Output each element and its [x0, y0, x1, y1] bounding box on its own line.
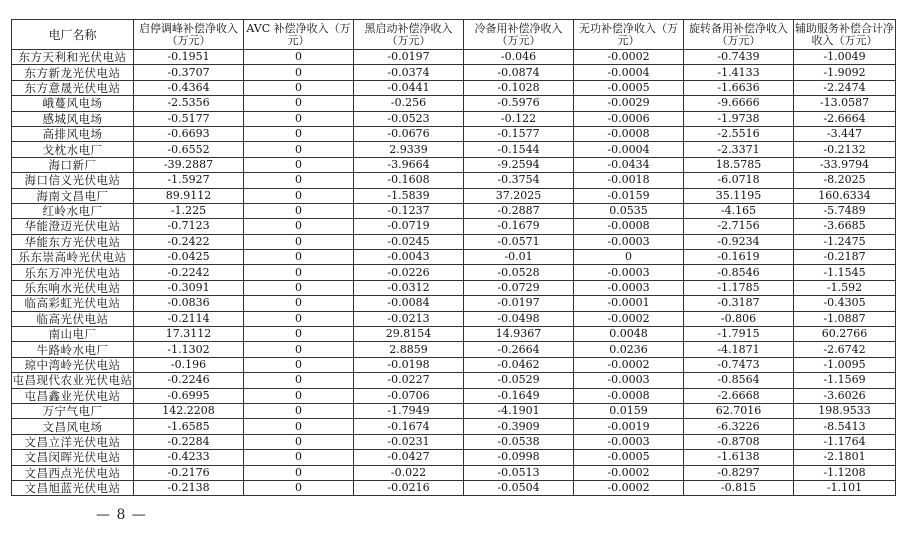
value-cell-col-total: -1.0887 [794, 311, 896, 326]
plant-name-cell: 南山电厂 [12, 327, 134, 342]
value-cell-col-reactive: -0.0002 [574, 357, 684, 372]
value-cell-col-avc: 0 [244, 203, 354, 218]
value-cell-col-avc: 0 [244, 65, 354, 80]
table-row [12, 357, 896, 372]
value-cell-col-total: -0.4305 [794, 296, 896, 311]
value-cell-col-black-start: -0.0198 [354, 357, 464, 372]
value-cell-col-cold-standby: -0.0513 [464, 465, 574, 480]
value-cell-col-startstop-peak: -0.7123 [134, 219, 244, 234]
value-cell-col-reactive: 0.0535 [574, 203, 684, 218]
value-cell-col-cold-standby: -0.5976 [464, 96, 574, 111]
value-cell-col-startstop-peak: -0.3707 [134, 65, 244, 80]
value-cell-col-avc: 0 [244, 250, 354, 265]
value-cell-col-spinning-reserve: -0.7439 [684, 50, 794, 65]
value-cell-col-black-start: -1.5839 [354, 188, 464, 203]
value-cell-col-cold-standby: -0.046 [464, 50, 574, 65]
value-cell-col-black-start: -0.0245 [354, 234, 464, 249]
value-cell-col-startstop-peak: -0.6995 [134, 388, 244, 403]
value-cell-col-reactive: -0.0002 [574, 480, 684, 495]
value-cell-col-spinning-reserve: -0.3187 [684, 296, 794, 311]
value-cell-col-startstop-peak: -0.2246 [134, 373, 244, 388]
value-cell-col-reactive: 0 [574, 250, 684, 265]
plant-name-cell: 红岭水电厂 [12, 203, 134, 218]
value-cell-col-spinning-reserve: -1.1785 [684, 280, 794, 295]
value-cell-col-cold-standby: -0.1544 [464, 142, 574, 157]
value-cell-col-spinning-reserve: -2.6668 [684, 388, 794, 403]
table-row [12, 96, 896, 111]
value-cell-col-reactive: -0.0002 [574, 50, 684, 65]
value-cell-col-cold-standby: -0.1679 [464, 219, 574, 234]
table-row [12, 419, 896, 434]
value-cell-col-startstop-peak: -0.6552 [134, 142, 244, 157]
value-cell-col-black-start: -0.0213 [354, 311, 464, 326]
plant-name-cell: 临高彩虹光伏电站 [12, 296, 134, 311]
value-cell-col-reactive: -0.0005 [574, 450, 684, 465]
value-cell-col-total: 160.6334 [794, 188, 896, 203]
value-cell-col-startstop-peak: -0.1951 [134, 50, 244, 65]
value-cell-col-black-start: -0.0231 [354, 434, 464, 449]
table-row [12, 403, 896, 418]
value-cell-col-startstop-peak: -2.5356 [134, 96, 244, 111]
value-cell-col-total: -3.447 [794, 126, 896, 141]
header-row [12, 20, 896, 50]
header-col-reactive: 无功补偿净收入（万元） [574, 20, 684, 50]
value-cell-col-startstop-peak: 142.2208 [134, 403, 244, 418]
table-row [12, 480, 896, 495]
plant-name-cell: 琼中湾岭光伏电站 [12, 357, 134, 372]
plant-name-cell: 文昌风电场 [12, 419, 134, 434]
value-cell-col-total: -1.0095 [794, 357, 896, 372]
value-cell-col-avc: 0 [244, 480, 354, 495]
value-cell-col-cold-standby: -0.0498 [464, 311, 574, 326]
value-cell-col-avc: 0 [244, 327, 354, 342]
value-cell-col-spinning-reserve: -0.1619 [684, 250, 794, 265]
value-cell-col-spinning-reserve: 18.5785 [684, 157, 794, 172]
table-row [12, 327, 896, 342]
value-cell-col-spinning-reserve: -0.8297 [684, 465, 794, 480]
value-cell-col-black-start: -0.0043 [354, 250, 464, 265]
value-cell-col-total: -1.0049 [794, 50, 896, 65]
value-cell-col-total: -8.2025 [794, 173, 896, 188]
value-cell-col-black-start: -0.1237 [354, 203, 464, 218]
value-cell-col-spinning-reserve: -9.6666 [684, 96, 794, 111]
value-cell-col-total: -1.1764 [794, 434, 896, 449]
value-cell-col-black-start: 2.9339 [354, 142, 464, 157]
table-row [12, 111, 896, 126]
plant-name-cell: 乐东崇高岭光伏电站 [12, 250, 134, 265]
value-cell-col-cold-standby: -0.1649 [464, 388, 574, 403]
value-cell-col-reactive: -0.0003 [574, 373, 684, 388]
header-col-cold-standby: 冷备用补偿净收入（万元） [464, 20, 574, 50]
value-cell-col-startstop-peak: -0.2242 [134, 265, 244, 280]
table-row [12, 296, 896, 311]
value-cell-col-black-start: -0.0197 [354, 50, 464, 65]
value-cell-col-spinning-reserve: -0.815 [684, 480, 794, 495]
plant-name-cell: 屯昌鑫业光伏电站 [12, 388, 134, 403]
value-cell-col-avc: 0 [244, 434, 354, 449]
value-cell-col-total: -2.1801 [794, 450, 896, 465]
value-cell-col-total: 198.9533 [794, 403, 896, 418]
plant-name-cell: 屯昌现代农业光伏电站 [12, 373, 133, 388]
value-cell-col-avc: 0 [244, 96, 354, 111]
plant-name-cell: 东方新龙光伏电站 [12, 65, 134, 80]
value-cell-col-total: -1.1569 [794, 373, 896, 388]
value-cell-col-startstop-peak: -0.0836 [134, 296, 244, 311]
value-cell-col-avc: 0 [244, 373, 354, 388]
table-row [12, 65, 896, 80]
value-cell-col-black-start: -0.0216 [354, 480, 464, 495]
table-row [12, 250, 896, 265]
table-row [12, 188, 896, 203]
table-row [12, 142, 896, 157]
table-row [12, 450, 896, 465]
value-cell-col-avc: 0 [244, 296, 354, 311]
plant-name-cell: 海南文昌电厂 [12, 188, 134, 203]
header-col-spinning-reserve: 旋转备用补偿净收入（万元） [684, 20, 794, 50]
value-cell-col-black-start: -0.0374 [354, 65, 464, 80]
value-cell-col-total: -1.101 [794, 480, 896, 495]
value-cell-col-cold-standby: -0.0504 [464, 480, 574, 495]
value-cell-col-cold-standby: -0.0197 [464, 296, 574, 311]
value-cell-col-reactive: -0.0003 [574, 265, 684, 280]
value-cell-col-cold-standby: -0.0998 [464, 450, 574, 465]
value-cell-col-total: -33.9794 [794, 157, 896, 172]
value-cell-col-black-start: -3.9664 [354, 157, 464, 172]
table-row [12, 342, 896, 357]
value-cell-col-cold-standby: -0.0538 [464, 434, 574, 449]
table-header [12, 20, 896, 50]
value-cell-col-avc: 0 [244, 80, 354, 95]
value-cell-col-startstop-peak: -1.6585 [134, 419, 244, 434]
value-cell-col-startstop-peak: -1.5927 [134, 173, 244, 188]
plant-name-cell: 峨蔓风电场 [12, 96, 134, 111]
value-cell-col-black-start: -0.256 [354, 96, 464, 111]
table-row [12, 157, 896, 172]
value-cell-col-black-start: -0.1674 [354, 419, 464, 434]
value-cell-col-startstop-peak: 17.3112 [134, 327, 244, 342]
value-cell-col-reactive: -0.0159 [574, 188, 684, 203]
header-col-startstop-peak: 启停调峰补偿净收入（万元） [134, 20, 244, 50]
value-cell-col-cold-standby: -9.2594 [464, 157, 574, 172]
value-cell-col-avc: 0 [244, 157, 354, 172]
value-cell-col-black-start: -0.0084 [354, 296, 464, 311]
value-cell-col-total: -1.592 [794, 280, 896, 295]
plant-name-cell: 乐东响水光伏电站 [12, 280, 134, 295]
value-cell-col-total: -5.7489 [794, 203, 896, 218]
value-cell-col-cold-standby: -0.0571 [464, 234, 574, 249]
value-cell-col-startstop-peak: -39.2887 [134, 157, 244, 172]
value-cell-col-spinning-reserve: -2.5516 [684, 126, 794, 141]
plant-name-cell: 海口新厂 [12, 157, 134, 172]
value-cell-col-total: -2.2474 [794, 80, 896, 95]
table-row [12, 280, 896, 295]
value-cell-col-spinning-reserve: -0.7473 [684, 357, 794, 372]
table-row [12, 173, 896, 188]
value-cell-col-total: -3.6685 [794, 219, 896, 234]
value-cell-col-reactive: -0.0004 [574, 65, 684, 80]
value-cell-col-spinning-reserve: -1.4133 [684, 65, 794, 80]
value-cell-col-total: -0.2187 [794, 250, 896, 265]
table-row [12, 50, 896, 65]
value-cell-col-spinning-reserve: -6.3226 [684, 419, 794, 434]
value-cell-col-total: 60.2766 [794, 327, 896, 342]
value-cell-col-startstop-peak: -0.2422 [134, 234, 244, 249]
value-cell-col-total: -0.2132 [794, 142, 896, 157]
value-cell-col-reactive: -0.0004 [574, 142, 684, 157]
value-cell-col-black-start: -1.7949 [354, 403, 464, 418]
value-cell-col-spinning-reserve: -4.165 [684, 203, 794, 218]
plant-name-cell: 万宁气电厂 [12, 403, 134, 418]
table-row [12, 388, 896, 403]
value-cell-col-black-start: -0.0706 [354, 388, 464, 403]
table-row [12, 373, 896, 388]
value-cell-col-black-start: -0.1608 [354, 173, 464, 188]
table-row [12, 265, 896, 280]
value-cell-col-spinning-reserve: -0.8546 [684, 265, 794, 280]
value-cell-col-cold-standby: -0.122 [464, 111, 574, 126]
value-cell-col-spinning-reserve: -2.7156 [684, 219, 794, 234]
value-cell-col-startstop-peak: -0.3091 [134, 280, 244, 295]
value-cell-col-reactive: -0.0008 [574, 126, 684, 141]
value-cell-col-reactive: -0.0003 [574, 234, 684, 249]
value-cell-col-black-start: 2.8859 [354, 342, 464, 357]
header-col-black-start: 黑启动补偿净收入（万元） [354, 20, 464, 50]
value-cell-col-cold-standby: -0.3754 [464, 173, 574, 188]
table-body [12, 50, 896, 496]
value-cell-col-startstop-peak: -1.225 [134, 203, 244, 218]
value-cell-col-startstop-peak: -0.5177 [134, 111, 244, 126]
value-cell-col-cold-standby: -0.0529 [464, 373, 574, 388]
value-cell-col-reactive: -0.0019 [574, 419, 684, 434]
value-cell-col-cold-standby: -0.1577 [464, 126, 574, 141]
plant-name-cell: 文昌立洋光伏电站 [12, 434, 134, 449]
value-cell-col-total: -13.0587 [794, 96, 896, 111]
value-cell-col-startstop-peak: -1.1302 [134, 342, 244, 357]
value-cell-col-cold-standby: 37.2025 [464, 188, 574, 203]
value-cell-col-spinning-reserve: -1.6636 [684, 80, 794, 95]
plant-name-cell: 文昌西点光伏电站 [12, 465, 134, 480]
value-cell-col-avc: 0 [244, 188, 354, 203]
value-cell-col-spinning-reserve: -4.1871 [684, 342, 794, 357]
value-cell-col-avc: 0 [244, 403, 354, 418]
plant-name-cell: 高排风电场 [12, 126, 134, 141]
plant-name-cell: 华能东方光伏电站 [12, 234, 134, 249]
value-cell-col-total: -1.2475 [794, 234, 896, 249]
value-cell-col-startstop-peak: -0.2176 [134, 465, 244, 480]
value-cell-col-reactive: -0.0008 [574, 219, 684, 234]
table-row [12, 80, 896, 95]
value-cell-col-avc: 0 [244, 50, 354, 65]
value-cell-col-reactive: -0.0018 [574, 173, 684, 188]
plant-name-cell: 海口信义光伏电站 [12, 173, 134, 188]
table-row [12, 203, 896, 218]
value-cell-col-black-start: -0.0441 [354, 80, 464, 95]
value-cell-col-avc: 0 [244, 311, 354, 326]
table-row [12, 465, 896, 480]
value-cell-col-reactive: -0.0005 [574, 80, 684, 95]
value-cell-col-spinning-reserve: -0.8564 [684, 373, 794, 388]
plant-name-cell: 临高光伏电站 [12, 311, 134, 326]
plant-name-cell: 戈枕水电厂 [12, 142, 134, 157]
value-cell-col-spinning-reserve: -1.7915 [684, 327, 794, 342]
value-cell-col-total: -1.1545 [794, 265, 896, 280]
header-col-plant-name: 电厂名称 [12, 20, 134, 50]
value-cell-col-black-start: -0.0226 [354, 265, 464, 280]
value-cell-col-startstop-peak: -0.2138 [134, 480, 244, 495]
plant-name-cell: 感城风电场 [12, 111, 134, 126]
table-row [12, 126, 896, 141]
value-cell-col-total: -3.6026 [794, 388, 896, 403]
value-cell-col-reactive: -0.0002 [574, 311, 684, 326]
value-cell-col-avc: 0 [244, 450, 354, 465]
value-cell-col-total: -2.6664 [794, 111, 896, 126]
value-cell-col-cold-standby: -4.1901 [464, 403, 574, 418]
value-cell-col-reactive: -0.0002 [574, 465, 684, 480]
value-cell-col-cold-standby: -0.0462 [464, 357, 574, 372]
value-cell-col-avc: 0 [244, 465, 354, 480]
value-cell-col-avc: 0 [244, 342, 354, 357]
value-cell-col-avc: 0 [244, 234, 354, 249]
value-cell-col-black-start: 29.8154 [354, 327, 464, 342]
value-cell-col-startstop-peak: -0.2284 [134, 434, 244, 449]
value-cell-col-spinning-reserve: -0.9234 [684, 234, 794, 249]
value-cell-col-reactive: 0.0048 [574, 327, 684, 342]
value-cell-col-cold-standby: -0.0528 [464, 265, 574, 280]
value-cell-col-startstop-peak: -0.6693 [134, 126, 244, 141]
value-cell-col-cold-standby: 14.9367 [464, 327, 574, 342]
value-cell-col-black-start: -0.0227 [354, 373, 464, 388]
plant-name-cell: 牛路岭水电厂 [12, 342, 134, 357]
value-cell-col-startstop-peak: -0.196 [134, 357, 244, 372]
value-cell-col-reactive: -0.0006 [574, 111, 684, 126]
compensation-table-container [11, 19, 896, 496]
value-cell-col-cold-standby: -0.2664 [464, 342, 574, 357]
header-col-total: 辅助服务补偿合计净收入（万元） [794, 20, 896, 50]
value-cell-col-avc: 0 [244, 142, 354, 157]
value-cell-col-cold-standby: -0.01 [464, 250, 574, 265]
value-cell-col-reactive: -0.0003 [574, 280, 684, 295]
table-row [12, 311, 896, 326]
value-cell-col-avc: 0 [244, 357, 354, 372]
plant-name-cell: 乐东万冲光伏电站 [12, 265, 134, 280]
plant-name-cell: 文昌旭蓝光伏电站 [12, 480, 134, 495]
value-cell-col-cold-standby: -0.2887 [464, 203, 574, 218]
value-cell-col-avc: 0 [244, 419, 354, 434]
value-cell-col-spinning-reserve: 62.7016 [684, 403, 794, 418]
plant-name-cell: 东方天利和光伏电站 [12, 50, 134, 65]
value-cell-col-avc: 0 [244, 126, 354, 141]
value-cell-col-total: -1.1208 [794, 465, 896, 480]
value-cell-col-spinning-reserve: -2.3371 [684, 142, 794, 157]
value-cell-col-startstop-peak: -0.4233 [134, 450, 244, 465]
value-cell-col-reactive: -0.0029 [574, 96, 684, 111]
value-cell-col-reactive: -0.0001 [574, 296, 684, 311]
header-col-avc: AVC 补偿净收入（万元） [244, 20, 354, 50]
value-cell-col-black-start: -0.022 [354, 465, 464, 480]
table-row [12, 219, 896, 234]
value-cell-col-reactive: 0.0159 [574, 403, 684, 418]
value-cell-col-avc: 0 [244, 388, 354, 403]
table-row [12, 434, 896, 449]
value-cell-col-total: -2.6742 [794, 342, 896, 357]
value-cell-col-black-start: -0.0676 [354, 126, 464, 141]
value-cell-col-avc: 0 [244, 111, 354, 126]
value-cell-col-reactive: 0.0236 [574, 342, 684, 357]
value-cell-col-total: -8.5413 [794, 419, 896, 434]
value-cell-col-spinning-reserve: 35.1195 [684, 188, 794, 203]
value-cell-col-cold-standby: -0.0729 [464, 280, 574, 295]
value-cell-col-cold-standby: -0.0874 [464, 65, 574, 80]
value-cell-col-black-start: -0.0523 [354, 111, 464, 126]
value-cell-col-total: -1.9092 [794, 65, 896, 80]
table-row [12, 234, 896, 249]
value-cell-col-startstop-peak: -0.0425 [134, 250, 244, 265]
plant-name-cell: 文昌闵晖光伏电站 [12, 450, 134, 465]
value-cell-col-startstop-peak: 89.9112 [134, 188, 244, 203]
plant-name-cell: 东方意晟光伏电站 [12, 80, 134, 95]
value-cell-col-avc: 0 [244, 173, 354, 188]
value-cell-col-startstop-peak: -0.2114 [134, 311, 244, 326]
value-cell-col-reactive: -0.0003 [574, 434, 684, 449]
value-cell-col-avc: 0 [244, 280, 354, 295]
value-cell-col-reactive: -0.0434 [574, 157, 684, 172]
compensation-table [11, 19, 896, 496]
value-cell-col-spinning-reserve: -0.8708 [684, 434, 794, 449]
value-cell-col-black-start: -0.0427 [354, 450, 464, 465]
value-cell-col-spinning-reserve: -1.6138 [684, 450, 794, 465]
value-cell-col-avc: 0 [244, 219, 354, 234]
value-cell-col-cold-standby: -0.3909 [464, 419, 574, 434]
value-cell-col-avc: 0 [244, 265, 354, 280]
value-cell-col-spinning-reserve: -6.0718 [684, 173, 794, 188]
value-cell-col-cold-standby: -0.1028 [464, 80, 574, 95]
value-cell-col-startstop-peak: -0.4364 [134, 80, 244, 95]
page-number: — 8 — [96, 507, 147, 523]
plant-name-cell: 华能澄迈光伏电站 [12, 219, 134, 234]
value-cell-col-spinning-reserve: -1.9738 [684, 111, 794, 126]
value-cell-col-reactive: -0.0008 [574, 388, 684, 403]
value-cell-col-black-start: -0.0719 [354, 219, 464, 234]
value-cell-col-black-start: -0.0312 [354, 280, 464, 295]
value-cell-col-spinning-reserve: -0.806 [684, 311, 794, 326]
